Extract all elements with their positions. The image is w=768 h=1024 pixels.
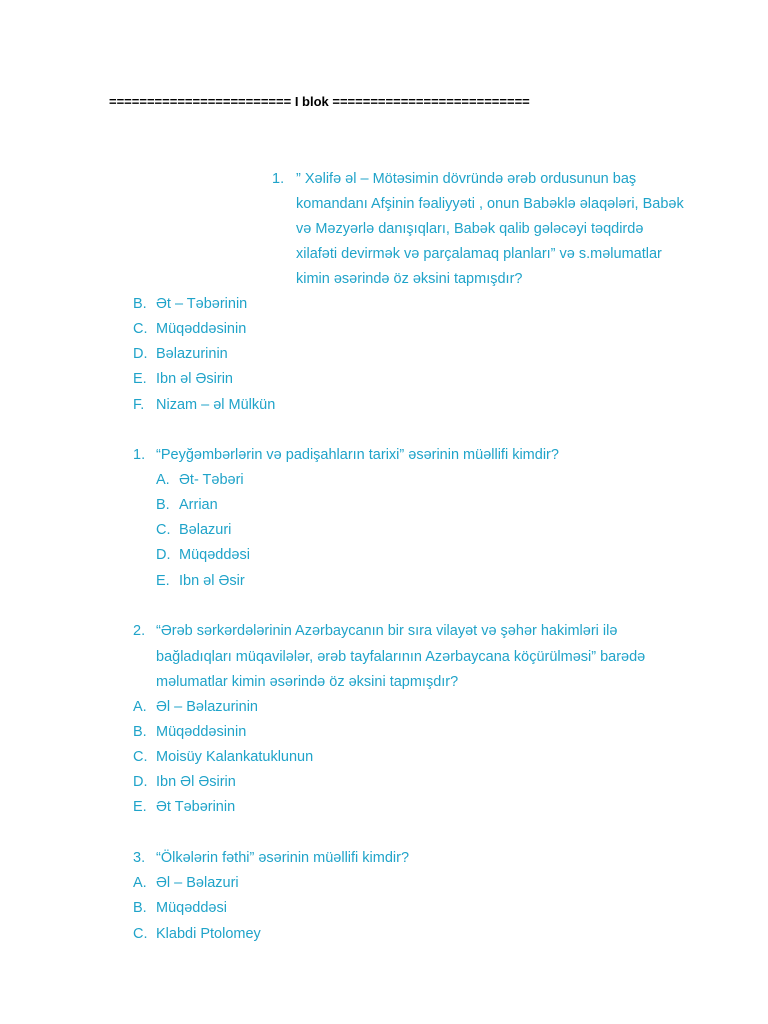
- option-letter: E.: [156, 573, 170, 589]
- option-text: Müqəddəsi: [156, 900, 227, 916]
- option-text: Ət- Təbəri: [179, 472, 244, 488]
- question-number: 1.: [272, 171, 285, 187]
- option-letter: E.: [133, 799, 147, 815]
- option-letter: F.: [133, 397, 145, 413]
- option-text: Nizam – əl Mülkün: [156, 397, 276, 413]
- option-letter: B.: [133, 724, 147, 740]
- question-text-line: bağladıqları müqavilələr, ərəb tayfalarının Azərbaycana köçürülməsi” barədə: [156, 649, 646, 665]
- option-letter: A.: [133, 875, 147, 891]
- option-text: Əl – Bəlazurinin: [156, 699, 258, 715]
- question-number: 3.: [133, 850, 146, 866]
- option-letter: B.: [156, 497, 170, 513]
- option-letter: B.: [133, 900, 147, 916]
- option-letter: C.: [133, 749, 148, 765]
- option-text: Ət Təbərinin: [156, 799, 236, 815]
- option-text: Ibn Əl Əsirin: [156, 774, 236, 790]
- option-text: Klabdi Ptolomey: [156, 926, 261, 942]
- option-letter: D.: [133, 774, 148, 790]
- question-number: 2.: [133, 623, 146, 639]
- option-text: Moisüy Kalankatuklunun: [156, 749, 314, 765]
- option-text: Ət – Təbərinin: [156, 296, 248, 312]
- question-text-line: ” Xəlifə əl – Mötəsimin dövründə ərəb ordusunun baş: [296, 171, 637, 187]
- question-text: “Ölkələrin fəthi” əsərinin müəllifi kimdir?: [156, 850, 410, 866]
- option-letter: D.: [133, 346, 148, 362]
- option-text: Ibn əl Əsirin: [156, 371, 233, 387]
- question-text-line: komandanı Afşinin fəaliyyəti , onun Babəklə əlaqələri, Babək: [296, 196, 684, 212]
- question-text-line: kimin əsərində öz əksini tapmışdır?: [296, 271, 523, 287]
- option-letter: B.: [133, 296, 147, 312]
- option-text: Müqəddəsinin: [156, 321, 247, 337]
- option-letter: C.: [156, 522, 171, 538]
- section-header: ======================== I blok ==========================: [109, 94, 530, 109]
- question-text-line: məlumatlar kimin əsərində öz əksini tapmışdır?: [156, 674, 459, 690]
- option-letter: D.: [156, 547, 171, 563]
- option-letter: A.: [156, 472, 170, 488]
- option-text: Müqəddəsinin: [156, 724, 247, 740]
- option-letter: A.: [133, 699, 147, 715]
- option-letter: C.: [133, 926, 148, 942]
- option-letter: C.: [133, 321, 148, 337]
- option-text: Arrian: [179, 497, 218, 513]
- option-text: Ibn əl Əsir: [179, 573, 245, 589]
- question-text-line: və Məzyərlə danışıqları, Babək qalib gələcəyi təqdirdə: [296, 221, 644, 237]
- option-text: Əl – Bəlazuri: [156, 875, 239, 891]
- option-text: Müqəddəsi: [179, 547, 250, 563]
- option-text: Bəlazurinin: [156, 346, 228, 362]
- question-text-line: “Ərəb sərkərdələrinin Azərbaycanın bir sıra vilayət və şəhər hakimləri ilə: [156, 623, 618, 639]
- option-text: Bəlazuri: [179, 522, 232, 538]
- option-letter: E.: [133, 371, 147, 387]
- question-number: 1.: [133, 447, 146, 463]
- question-text-line: xilafəti devirmək və parçalamaq planları” və s.məlumatlar: [296, 246, 662, 262]
- question-text: “Peyğəmbərlərin və padişahların tarixi” əsərinin müəllifi kimdir?: [156, 447, 559, 463]
